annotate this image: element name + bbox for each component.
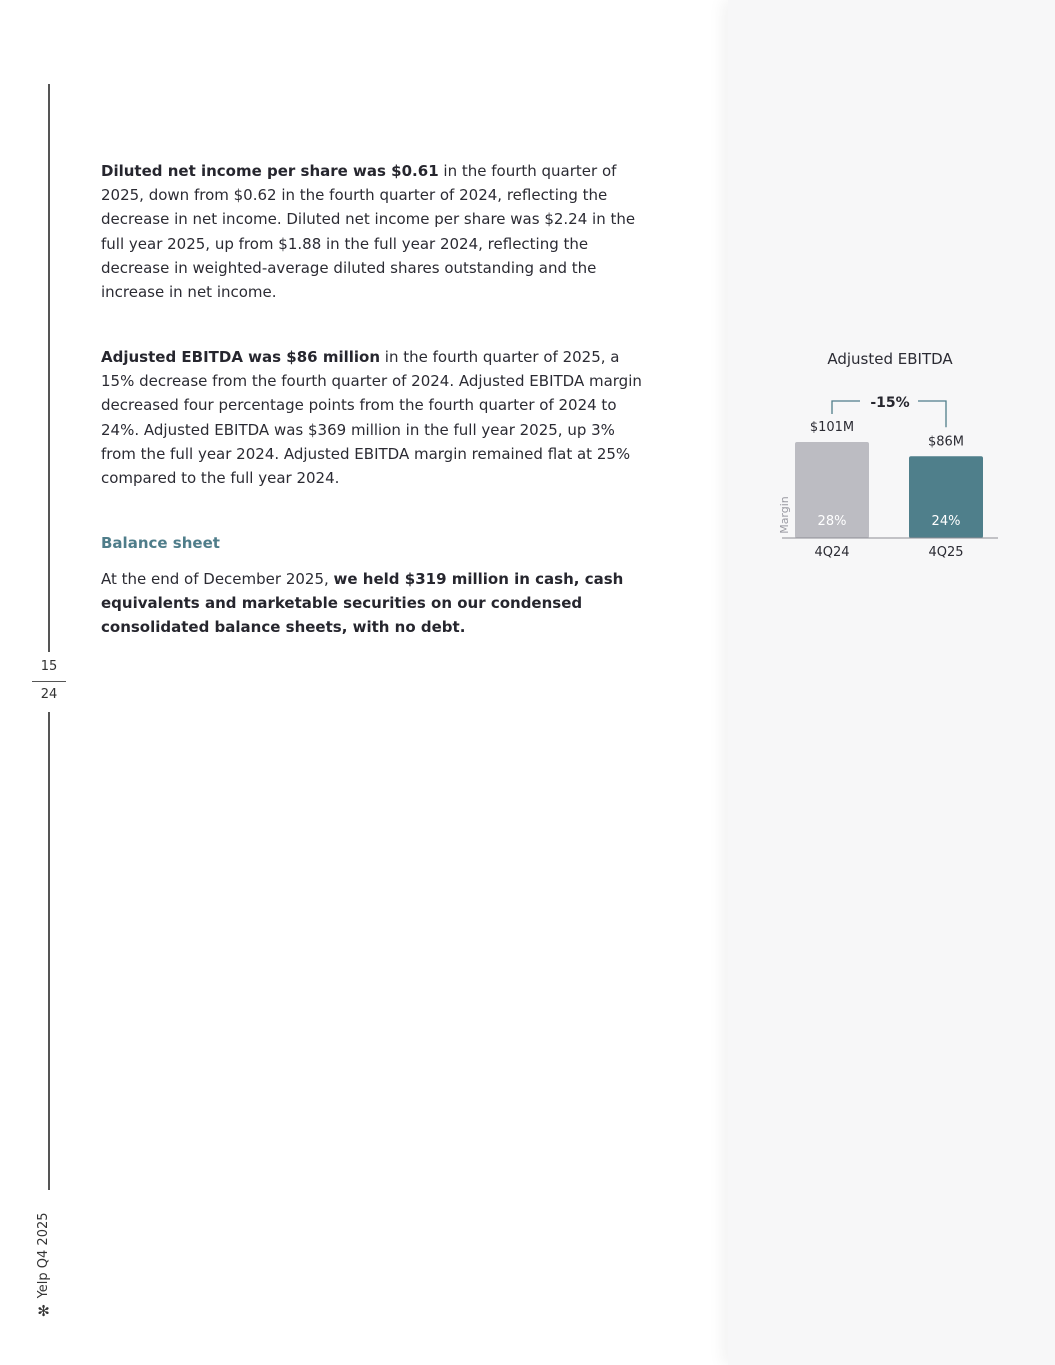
page-separator bbox=[32, 681, 66, 682]
ebitda-text: in the fourth quarter of 2025, a 15% decrease from the fourth quarter of 2024. Adjusted EBITDA margin decreased four percentage points from the fourth quarter of 2024 to 24%. Adjusted EBITDA was $369 million in the full year 2025, up 3% from the full year 2024. Adjusted EBITDA margin remained flat at 25% compared to the full year 2024. bbox=[101, 348, 642, 488]
balance-text: At the end of December 2025, bbox=[101, 570, 334, 588]
brand-text: Yelp Q4 2025 bbox=[36, 1212, 51, 1299]
paragraph-ebitda bbox=[101, 345, 653, 490]
page-total: 24 bbox=[40, 687, 58, 702]
chart-title: Adjusted EBITDA bbox=[827, 350, 953, 368]
value-label-4q24: $101M bbox=[809, 420, 855, 435]
paragraph-balance-sheet bbox=[101, 567, 653, 640]
value-label-4q25: $86M bbox=[927, 434, 965, 450]
change-bracket-right bbox=[918, 401, 946, 427]
change-label: -15% bbox=[870, 395, 910, 411]
ebitda-highlight: Adjusted EBITDA was $86 million bbox=[101, 348, 381, 366]
eps-text: in the fourth quarter of 2025, down from $0.62 in the fourth quarter of 2024, reflecting the decrease in net income. Diluted net income per share was $2.24 in the full year 2025, up from $1.88 in the full year 2024, reflecting the decrease in weighted-average diluted shares outstanding and the increase in net income. bbox=[101, 162, 636, 302]
margin-label-4q25: 24% bbox=[931, 514, 961, 529]
category-label-4q24: 4Q24 bbox=[814, 545, 850, 560]
brand-label bbox=[36, 1212, 51, 1321]
paragraph-eps bbox=[101, 159, 653, 304]
rail-line-bottom bbox=[48, 712, 50, 1190]
burst-icon: ✻ bbox=[37, 1302, 50, 1321]
page-current: 15 bbox=[40, 659, 58, 674]
bars-group bbox=[795, 420, 983, 560]
ebitda-chart-svg bbox=[740, 340, 1040, 580]
margin-label-4q24: 28% bbox=[817, 514, 847, 529]
balance-highlight: we held $319 million in cash, cash equivalents and marketable securities on our condensed consolidated balance sheets, with no debt. bbox=[101, 570, 624, 637]
margin-axis-label: Margin bbox=[778, 496, 791, 534]
section-title-balance-sheet: Balance sheet bbox=[101, 534, 220, 552]
ebitda-chart bbox=[740, 340, 1040, 580]
category-label-4q25: 4Q25 bbox=[928, 545, 964, 560]
rail-line-top bbox=[48, 84, 50, 652]
change-bracket-left bbox=[832, 401, 860, 414]
side-panel bbox=[728, 0, 1055, 1365]
eps-highlight: Diluted net income per share was $0.61 bbox=[101, 162, 439, 180]
